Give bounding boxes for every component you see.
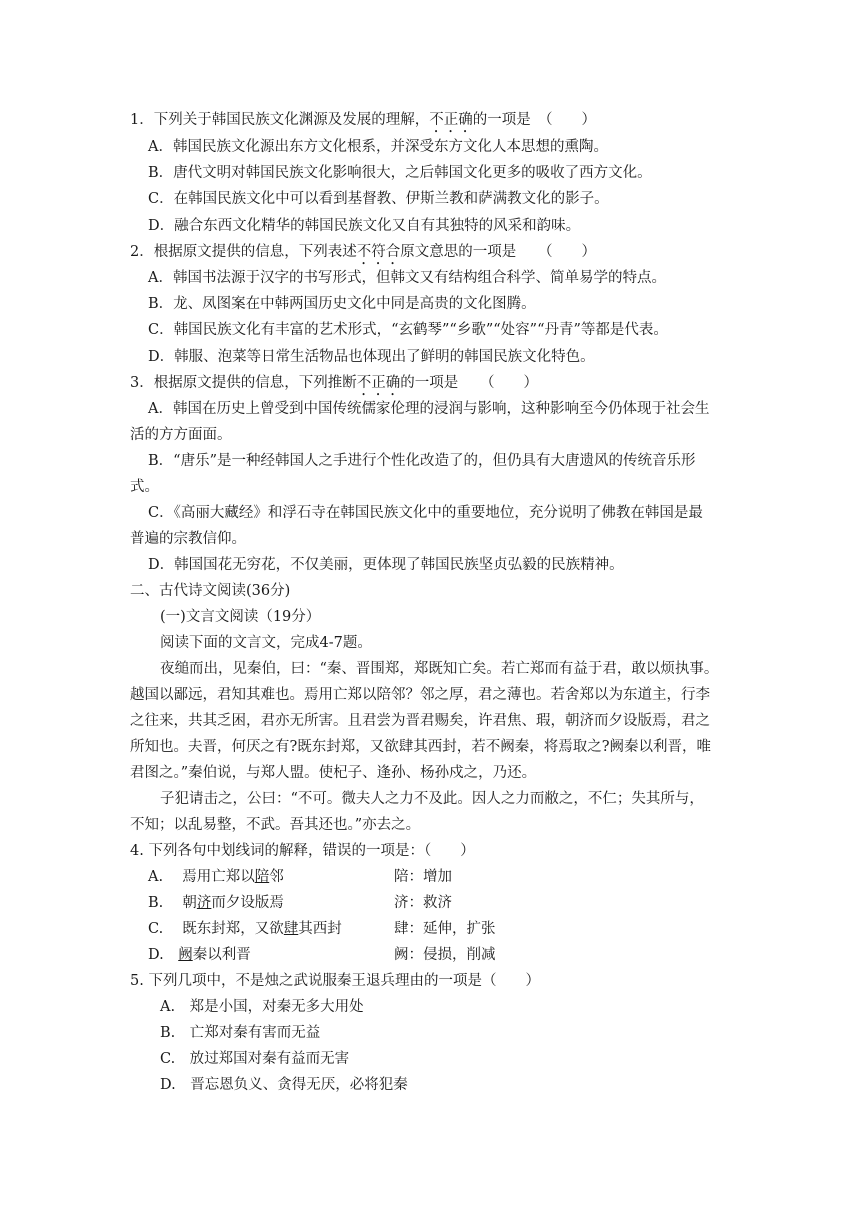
q4-option-c <box>148 919 708 939</box>
q4-c-text: C. 既东封郑，又欲 <box>148 921 284 937</box>
passage-p1-line1: 夜缒而出，见秦伯，曰：“秦、晋围郑，郑既知亡矣。若亡郑而有益于君，敢以烦执事。 <box>160 661 719 677</box>
q4-d-gloss: 阙：侵损，削减 <box>394 947 496 963</box>
q2-stem-tail: 原文意思的一项是 （ ） <box>400 244 596 260</box>
q3-stem-text: 3．根据原文提供的信息，下列推断 <box>130 375 357 391</box>
passage-p1-line3: 之往来，共其乏困，君亦无所害。且君尝为晋君赐矣，许君焦、瑕，朝济而夕设版焉，君之 <box>130 713 710 729</box>
q1-stem-emphasis: 不正确 <box>429 112 473 128</box>
q1-stem <box>130 110 596 136</box>
q5-option-d: D. 晋忘恩负义、贪得无厌，必将犯秦 <box>160 1077 408 1093</box>
q2-stem-text: 2．根据原文提供的信息，下列表述 <box>130 244 357 260</box>
q1-option-d: D．融合东西文化精华的韩国民族文化又自有其独特的风采和韵味。 <box>148 218 581 234</box>
q4-b-text: B. 朝 <box>148 895 197 911</box>
q4-stem: 4. 下列各句中划线词的解释，错误的一项是：（ ） <box>130 843 475 859</box>
q1-option-a: A．韩国民族文化源出东方文化根系，并深受东方文化人本思想的熏陶。 <box>148 139 608 155</box>
q1-option-c: C．在韩国民族文化中可以看到基督教、伊斯兰教和萨满教文化的影子。 <box>148 191 609 207</box>
q1-stem-text: 1．下列关于韩国民族文化渊源及发展的理解， <box>130 112 430 128</box>
q4-a-gloss: 陪：增加 <box>394 869 452 885</box>
q4-c-tail: 其西封 <box>298 921 342 937</box>
q1-option-b: B．唐代文明对韩国民族文化影响很大，之后韩国文化更多的吸收了西方文化。 <box>148 165 652 181</box>
section2-instruction: 阅读下面的文言文，完成4-7题。 <box>160 635 372 651</box>
q4-b-tail: 而夕设版焉 <box>211 895 284 911</box>
q2-stem-emphasis: 不符合 <box>356 244 401 260</box>
q3-option-c-line2: 普遍的宗教信仰。 <box>130 531 246 547</box>
q1-stem-tail: 的一项是 （ ） <box>472 112 596 128</box>
q4-c-gloss: 肆：延伸，扩张 <box>394 921 496 937</box>
q4-a-text: A. 焉用亡郑以 <box>148 869 255 885</box>
q4-a-underlined-word: 陪 <box>254 869 270 885</box>
passage-p2-line2: 不知；以乱易整，不武。吾其还也。”亦去之。 <box>130 817 421 833</box>
q5-option-a: A. 郑是小国，对秦无多大用处 <box>160 999 364 1015</box>
q4-b-gloss: 济：救济 <box>394 895 452 911</box>
q4-a-tail: 邻 <box>269 869 284 885</box>
section2-subtitle: (一)文言文阅读（19分） <box>160 609 321 625</box>
q4-c-underlined-word: 肆 <box>283 921 299 937</box>
q4-b-underlined-word: 济 <box>196 895 212 911</box>
q5-option-b: B. 亡郑对秦有害而无益 <box>160 1025 321 1041</box>
q3-option-d: D．韩国国花无穷花，不仅美丽，更体现了韩国民族坚贞弘毅的民族精神。 <box>148 557 624 573</box>
passage-p2-line1: 子犯请击之，公曰：“不可。微夫人之力不及此。因人之力而敝之，不仁；失其所与， <box>160 791 704 807</box>
passage-p1-line2: 越国以鄙远，君知其难也。焉用亡郑以陪邻？邻之厚，君之薄也。若舍郑以为东道主，行李 <box>130 687 710 703</box>
q4-d-tail: 秦以利晋 <box>192 947 251 963</box>
q3-option-c-line1: C．《高丽大藏经》和浮石寺在韩国民族文化中的重要地位，充分说明了佛教在韩国是最 <box>148 505 703 521</box>
q3-option-b-line1: B．“唐乐”是一种经韩国人之手进行个性化改造了的，但仍具有大唐遗风的传统音乐形 <box>148 453 696 469</box>
q3-stem-tail: 的一项是 （ ） <box>400 375 538 391</box>
q2-option-b: B．龙、凤图案在中韩两国历史文化中同是高贵的文化图腾。 <box>148 296 536 312</box>
passage-p1-line4: 所知也。夫晋，何厌之有?既东封郑，又欲肆其西封，若不阙秦，将焉取之?阙秦以利晋，唯 <box>130 739 712 755</box>
q2-option-c: C．韩国民族文化有丰富的艺术形式，“玄鹤琴”“乡歌”“处容”“丹青”等都是代表。 <box>148 322 668 338</box>
q3-stem <box>130 373 538 399</box>
section2-title: 二、古代诗文阅读(36分) <box>130 583 291 599</box>
q2-stem <box>130 242 596 268</box>
q5-stem: 5. 下列几项中，不是烛之武说服秦王退兵理由的一项是（ ） <box>130 973 540 989</box>
q4-option-b <box>148 893 708 913</box>
q3-option-a-line2: 活的方方面面。 <box>130 427 232 443</box>
q3-stem-emphasis: 不正确 <box>356 375 401 391</box>
q2-option-d: D．韩服、泡菜等日常生活物品也体现出了鲜明的韩国民族文化特色。 <box>148 349 595 365</box>
q4-d-underlined-word: 阙 <box>178 947 193 963</box>
q4-d-text: D. <box>148 947 179 963</box>
q4-option-a <box>148 867 708 887</box>
q3-option-a-line1: A．韩国在历史上曾受到中国传统儒家伦理的浸润与影响，这种影响至今仍体现于社会生 <box>148 401 710 417</box>
passage-p1-line5: 君图之。”秦伯说，与郑人盟。使杞子、逢孙、杨孙戍之，乃还。 <box>130 765 537 781</box>
q4-option-d <box>148 945 708 965</box>
q5-option-c: C. 放过郑国对秦有益而无害 <box>160 1051 350 1067</box>
q2-option-a: A．韩国书法源于汉字的书写形式，但韩文又有结构组合科学、简单易学的特点。 <box>148 270 666 286</box>
q3-option-b-line2: 式。 <box>130 479 159 495</box>
